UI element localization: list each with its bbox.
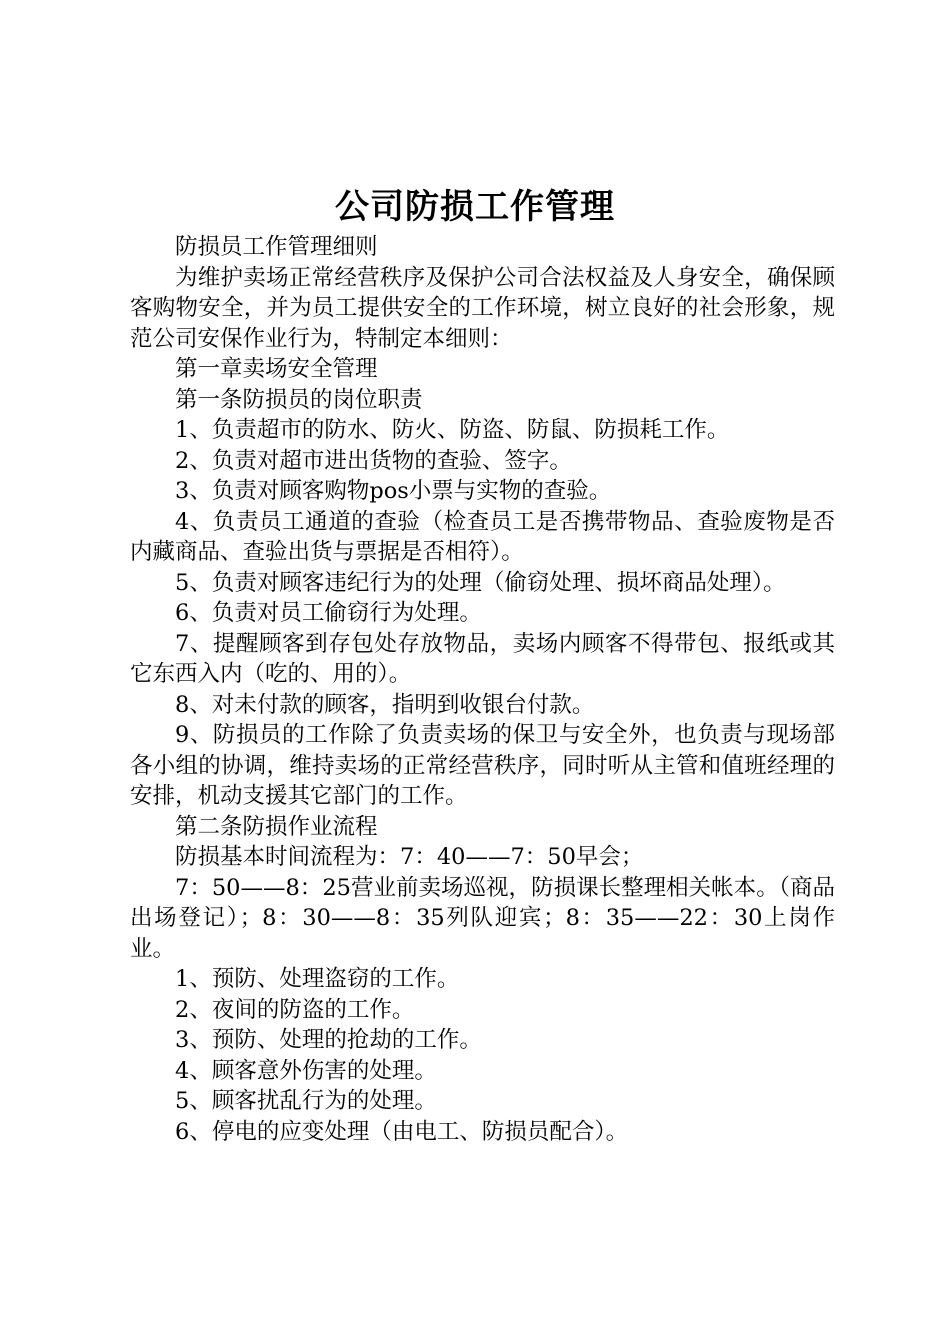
article-heading: 第二条防损作业流程 xyxy=(175,813,378,840)
list-item: 4、顾客意外伤害的处理。 xyxy=(175,1057,437,1084)
document-title: 公司防损工作管理 xyxy=(335,187,615,227)
list-item: 8、对未付款的顾客，指明到收银台付款。 xyxy=(175,691,595,718)
schedule-line: 7：50——8：25营业前卖场巡视，防损课长整理相关帐本。（商品出场登记）；8：30——8：35列队迎宾；8：35——22：30上岗作业。 xyxy=(130,874,835,962)
article-heading: 第一条防损员的岗位职责 xyxy=(175,386,423,413)
list-item: 4、负责员工通道的查验（检查员工是否携带物品、查验废物是否内藏商品、查验出货与票据是否相符）。 xyxy=(130,508,835,565)
list-item: 3、负责对顾客购物pos小票与实物的查验。 xyxy=(175,478,612,504)
schedule-line: 防损基本时间流程为：7：40——7：50早会； xyxy=(175,844,644,870)
paragraph-subtitle: 防损员工作管理细则 xyxy=(175,234,378,260)
list-item: 9、防损员的工作除了负责卖场的保卫与安全外，也负责与现场部各小组的协调，维持卖场的正常经营秩序，同时听从主管和值班经理的安排，机动支援其它部门的工作。 xyxy=(130,722,835,809)
list-item: 2、负责对超市进出货物的查验、签字。 xyxy=(175,447,572,474)
list-item: 5、负责对顾客违纪行为的处理（偷窃处理、损坏商品处理）。 xyxy=(175,569,786,596)
list-item: 2、夜间的防盗的工作。 xyxy=(175,996,415,1023)
list-item: 7、提醒顾客到存包处存放物品，卖场内顾客不得带包、报纸或其它东西入内（吃的、用的）。 xyxy=(130,630,835,687)
list-item: 5、顾客扰乱行为的处理。 xyxy=(175,1088,437,1114)
list-item: 3、预防、处理的抢劫的工作。 xyxy=(175,1027,482,1053)
list-item: 1、负责超市的防水、防火、防盗、防鼠、防损耗工作。 xyxy=(175,417,730,443)
list-item: 1、预防、处理盗窃的工作。 xyxy=(175,966,460,992)
chapter-heading: 第一章卖场安全管理 xyxy=(175,356,378,382)
list-item: 6、负责对员工偷窃行为处理。 xyxy=(175,600,482,626)
document-body xyxy=(130,232,835,1147)
paragraph-purpose: 为维护卖场正常经营秩序及保护公司合法权益及人身安全，确保顾客购物安全，并为员工提供安全的工作环境，树立良好的社会形象，规范公司安保作业行为，特制定本细则： xyxy=(130,264,835,352)
list-item: 6、停电的应变处理（由电工、防损员配合）。 xyxy=(175,1118,629,1145)
